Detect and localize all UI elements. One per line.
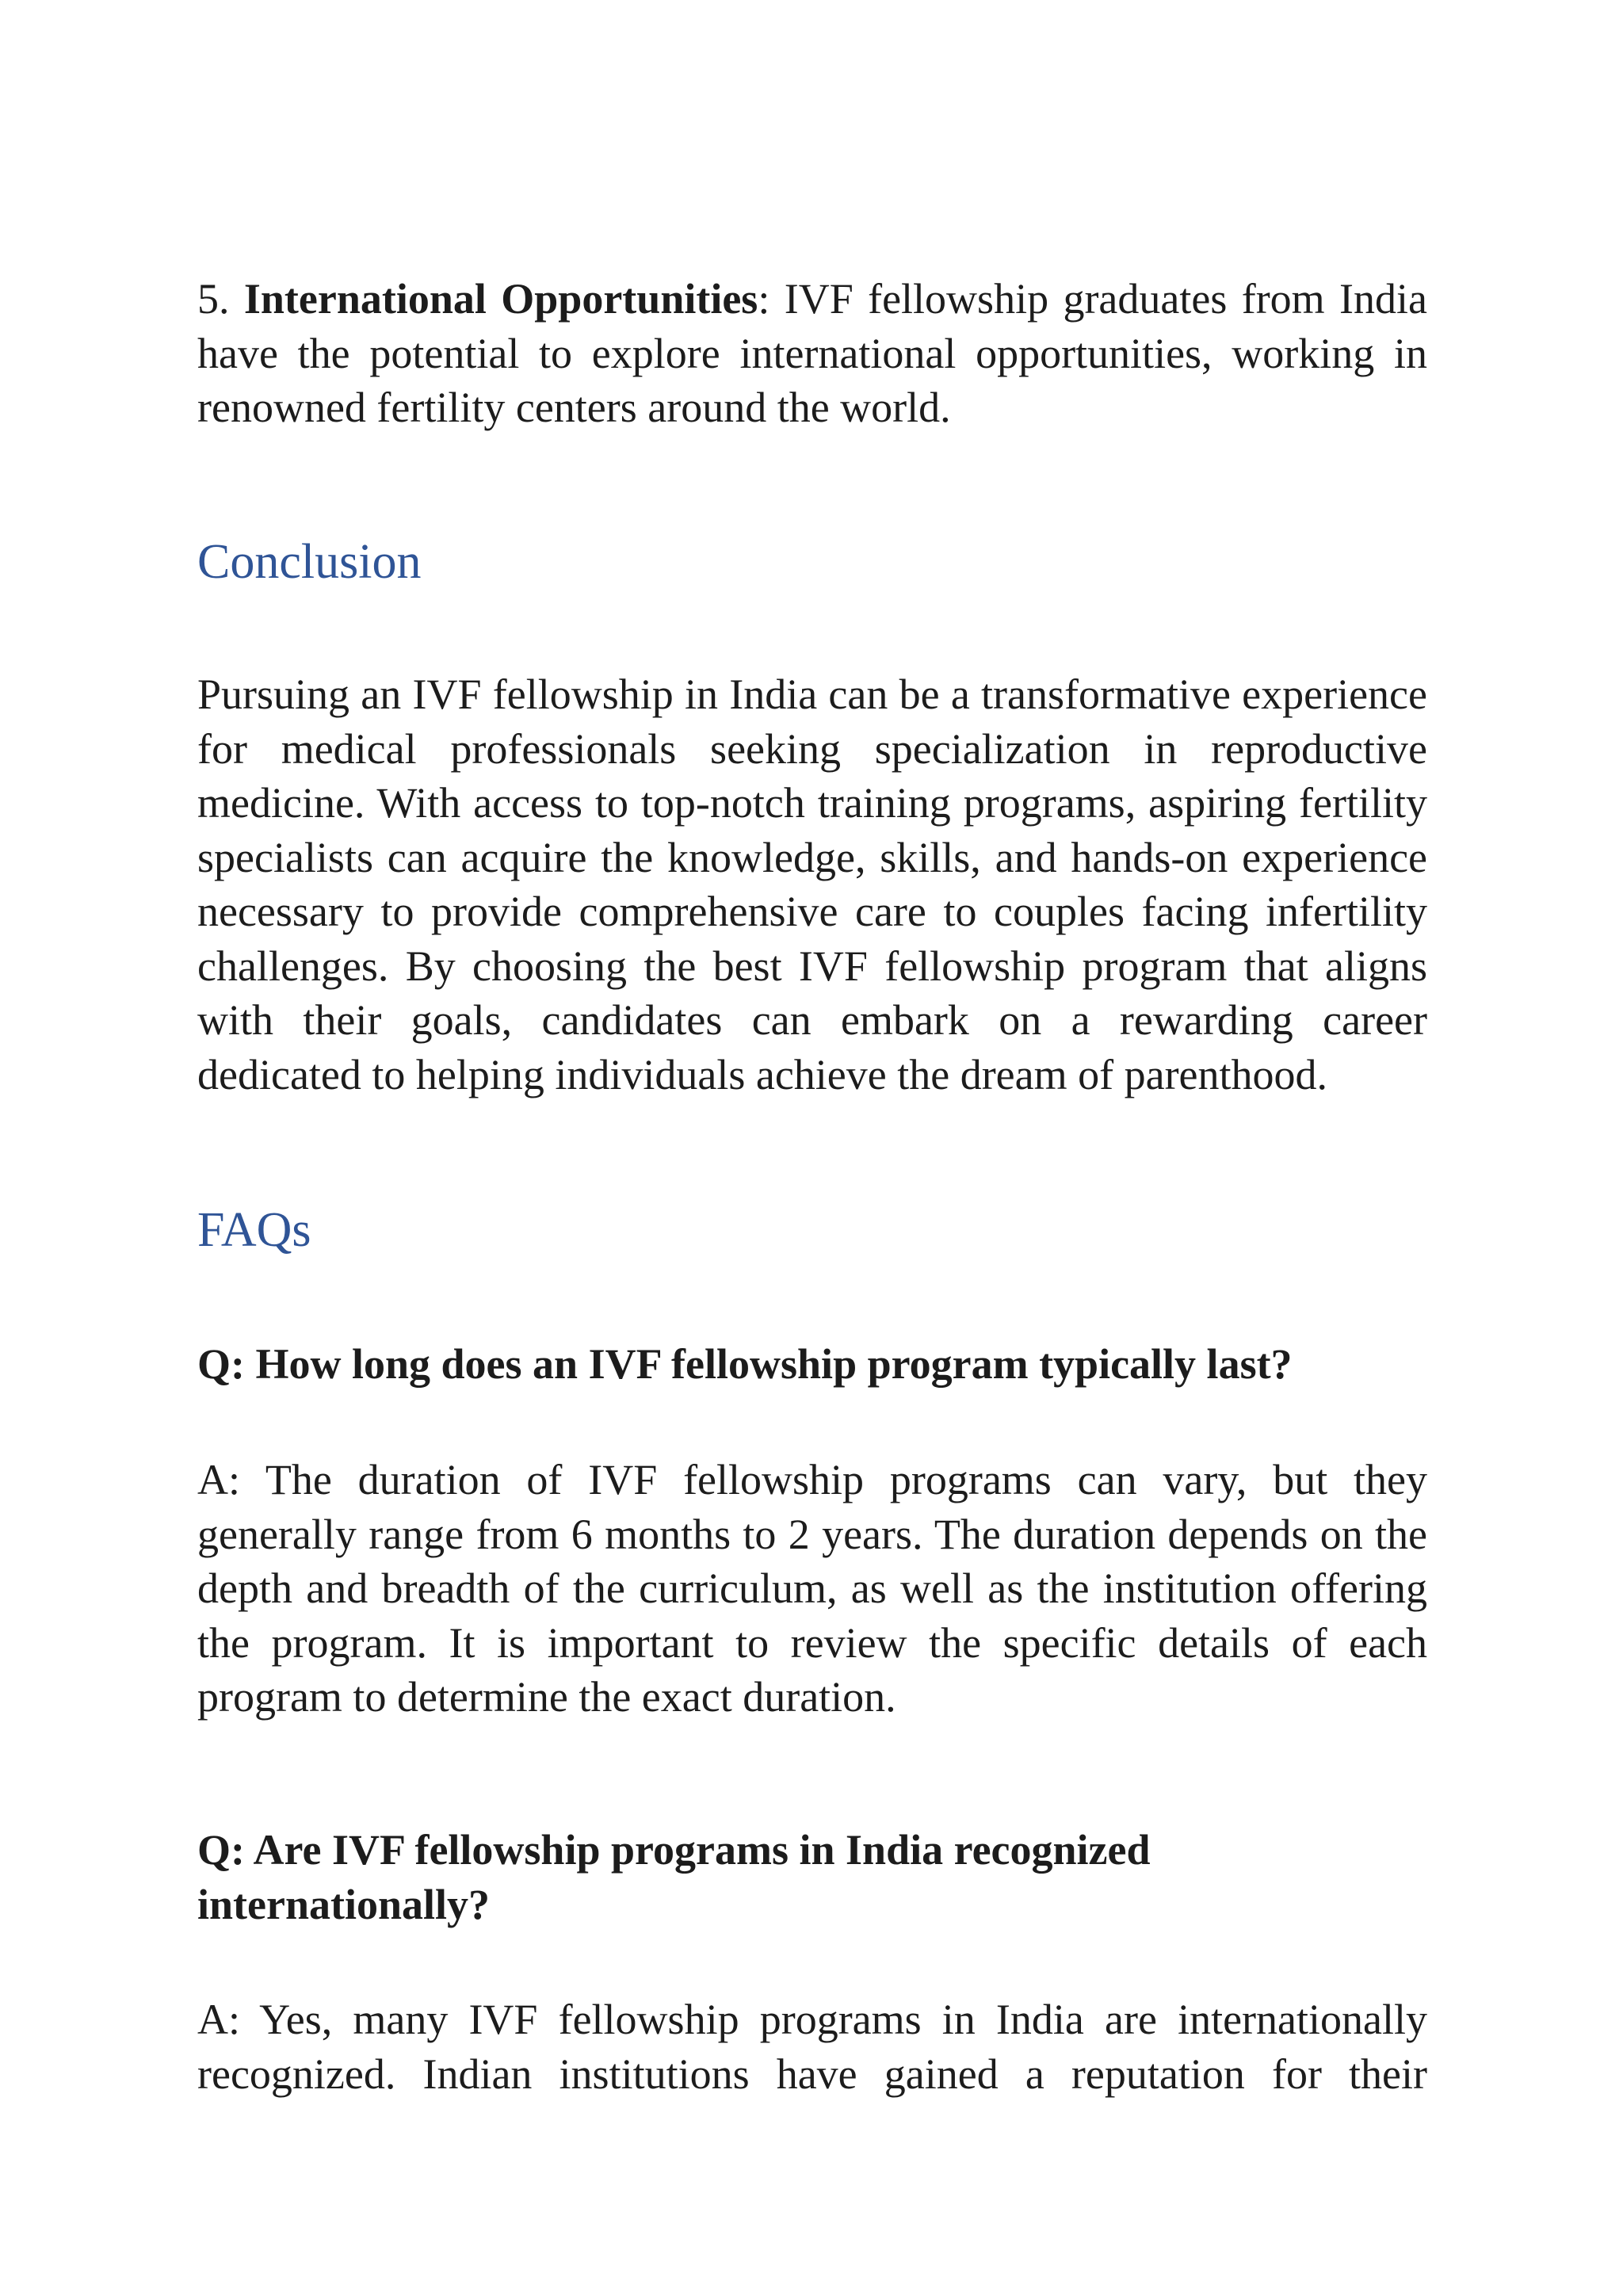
international-opportunities-item	[197, 272, 1427, 435]
faq-question: Q: Are IVF fellowship programs in India recognized internationally?	[197, 1826, 1151, 1928]
faq-item-1-answer-wrap	[197, 1453, 1427, 1725]
faq-item-2-answer-wrap	[197, 1992, 1427, 2101]
conclusion-heading: Conclusion	[197, 535, 422, 589]
faq-answer: A: The duration of IVF fellowship programs can vary, but they generally range from 6 months to 2 years. The duration depends on the depth and breadth of the curriculum, as well as the institution offering the program. It is important to review the specific details of each program to determine the exact duration.	[197, 1456, 1427, 1721]
faq-question: Q: How long does an IVF fellowship program typically last?	[197, 1340, 1293, 1388]
conclusion-body	[197, 667, 1427, 1102]
item-number: 5.	[197, 275, 230, 323]
faq-item-1-question-wrap	[197, 1337, 1427, 1392]
item-text: IVF fellowship graduates from India have the potential to explore international opportunities, working in renowned fertility centers around the world.	[197, 275, 1428, 431]
faq-item-2-question-wrap	[197, 1823, 1427, 1931]
international-opportunities-paragraph	[197, 272, 1427, 435]
faq-answer: A: Yes, many IVF fellowship programs in India are internationally recognized. Indian institutions have gained a reputation for their	[197, 1996, 1427, 2098]
item-title: International Opportunities	[243, 275, 758, 323]
faqs-section	[197, 1198, 1427, 1262]
conclusion-paragraph: Pursuing an IVF fellowship in India can be a transformative experience for medical professionals seeking specialization in reproductive medicine. With access to top-notch training programs, aspiring fertility specialists can acquire the knowledge, skills, and hands-on experience necessary to provide comprehensive care to couples facing infertility challenges. By choosing the best IVF fellowship program that aligns with their goals, candidates can embark on a rewarding career dedicated to helping individuals achieve the dream of parenthood.	[197, 670, 1427, 1098]
conclusion-section	[197, 530, 1427, 594]
item-separator: :	[758, 275, 770, 323]
faqs-heading: FAQs	[197, 1203, 311, 1257]
